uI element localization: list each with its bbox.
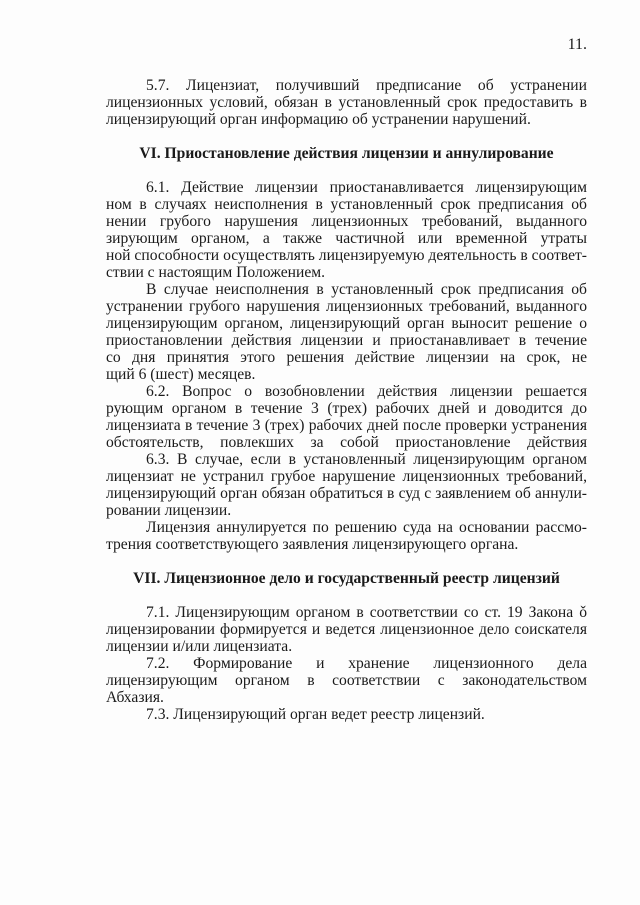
blank-line [106, 553, 587, 570]
paragraph [106, 77, 587, 128]
text-line: ной способности осуществлять лицензируемую деятельность в соответ- [106, 247, 587, 264]
text-line: приостановлении действия лицензии и приостанавливает в течение [106, 332, 587, 349]
text-line: обстоятельств, повлекших за собой приостановление действия [106, 434, 587, 451]
page-number: 11. [567, 36, 587, 53]
paragraph [106, 281, 587, 383]
text-line: ствии с настоящим Положением. [106, 264, 326, 281]
text-line: 7.1. Лицензирующим органом в соответствии со ст. 19 Закона ǒ [146, 604, 587, 621]
section-heading: VII. Лицензионное дело и государственный реестр лицензий [133, 570, 560, 587]
text-line: со дня принятия этого решения действие лицензии на срок, не [106, 349, 587, 366]
text-line: 5.7. Лицензиат, получивший предписание об устранении [146, 77, 587, 94]
text-line: зирующим органом, а также частичной или временной утраты [106, 230, 587, 247]
text-line: 6.1. Действие лицензии приостанавливается лицензирующим [146, 179, 587, 196]
paragraph [106, 451, 587, 519]
text-line: устранении грубого нарушения лицензионных требований, выданного [106, 298, 587, 315]
text-line: лицензионных условий, обязан в установленный срок предоставить в [106, 94, 587, 111]
text-line: лицензирующим органом, лицензирующий орган выносит решение о [106, 315, 587, 332]
blank-line [106, 162, 587, 179]
text-line: лицензировании формируется и ведется лицензионное дело соискателя [106, 621, 587, 638]
text-line: ном в случаях неисполнения в установленный срок предписания об [106, 196, 587, 213]
text-line: ровании лицензии. [106, 502, 232, 519]
paragraph [106, 383, 587, 451]
text-line: лицензирующим органом в соответствии с законодательством [106, 672, 587, 689]
text-line: 7.2. Формирование и хранение лицензионного дела [146, 655, 587, 672]
paragraph [106, 519, 587, 553]
text-line: нении грубого нарушения лицензионных требований, выданного [106, 213, 587, 230]
text-line: Абхазия. [106, 689, 164, 706]
text-line: 7.3. Лицензирующий орган ведет реестр лицензий. [146, 706, 485, 723]
text-line: 6.3. В случае, если в установленный лицензирующим органом [146, 451, 587, 468]
text-line: лицензирующий орган обязан обратиться в суд с заявлением об аннули- [106, 485, 587, 502]
text-line: Лицензия аннулируется по решению суда на основании рассмо- [146, 519, 587, 536]
blank-line [106, 587, 587, 604]
text-line: рующим органом в течение 3 (трех) рабочих дней и доводится до [106, 400, 587, 417]
text-line: щий 6 (шест) месяцев. [106, 366, 256, 383]
text-line: лицензиат не устранил грубое нарушение лицензионных требований, [106, 468, 587, 485]
paragraph [106, 604, 587, 655]
document-body [106, 77, 587, 723]
section-heading: VI. Приостановление действия лицензии и аннулирование [139, 145, 554, 162]
text-line: лицензирующий орган информацию об устранении нарушений. [106, 111, 531, 128]
text-line: В случае неисполнения в установленный срок предписания об [146, 281, 587, 298]
text-line: 6.2. Вопрос о возобновлении действия лицензии решается [146, 383, 587, 400]
paragraph [106, 655, 587, 706]
text-line: лицензиата в течение 3 (трех) рабочих дней после проверки устранения [106, 417, 587, 434]
text-line: трения соответствующего заявления лицензирующего органа. [106, 536, 519, 553]
paragraph [106, 706, 587, 723]
blank-line [106, 128, 587, 145]
text-line: лицензии и/или лицензиата. [106, 638, 293, 655]
paragraph [106, 179, 587, 281]
